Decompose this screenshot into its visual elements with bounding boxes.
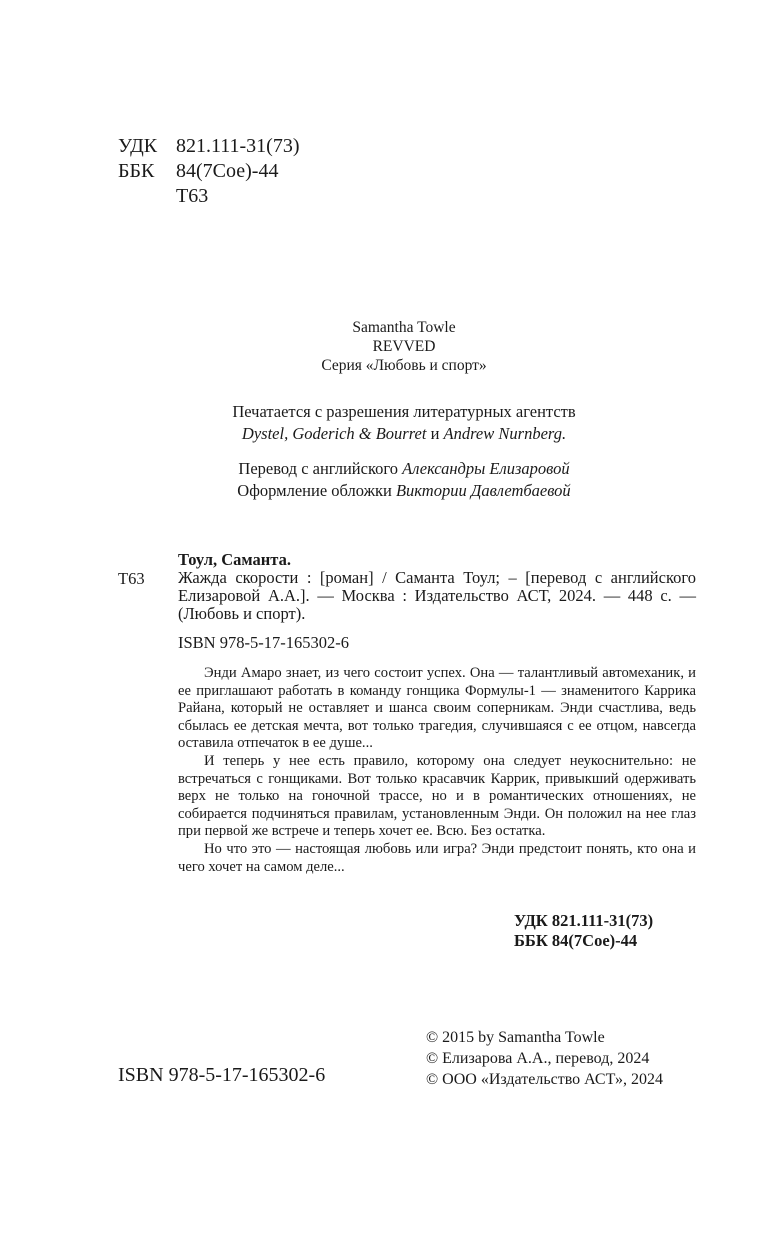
permission-line: Печатается с разрешения литературных агентств bbox=[232, 402, 576, 421]
catalog-author-mark: Т63 bbox=[118, 569, 145, 588]
annotation-paragraph: Но что это — настоящая любовь или игра? Энди предстоит понять, кто она и чего хочет на самом деле... bbox=[178, 840, 696, 875]
copyright-line: © 2015 by Samantha Towle bbox=[426, 1029, 605, 1046]
translation-prefix: Перевод с английского bbox=[238, 459, 398, 478]
isbn-bottom: ISBN 978-5-17-165302-6 bbox=[118, 1064, 326, 1086]
bbk-label: ББК bbox=[118, 160, 155, 182]
annotation-paragraph: Энди Амаро знает, из чего состоит успех. Она — талантливый автомеханик, и ее приглашают работать в команду гонщика Формулы-1 — знаменитого Каррика Райана, который не оставляет и шанса своим соперникам. Энди счастлива, ведь сбылась ее детская мечта, вот только трагедия, случившаяся с ее отцом, навсегда оставила отпечаток в ее душе... bbox=[178, 665, 696, 752]
catalog-record bbox=[178, 551, 696, 652]
original-title: REVVED bbox=[372, 338, 436, 355]
classification-codes-right bbox=[514, 911, 653, 951]
agencies-line bbox=[0, 423, 768, 445]
cover-prefix: Оформление обложки bbox=[237, 481, 392, 500]
translator-name: Александры Елизаровой bbox=[402, 459, 570, 478]
copyright-line: © ООО «Издательство АСТ», 2024 bbox=[426, 1071, 663, 1088]
original-edition bbox=[0, 318, 768, 375]
copyright-line: © Елизарова А.А., перевод, 2024 bbox=[426, 1050, 650, 1067]
cover-line bbox=[0, 480, 768, 502]
agency-2: Andrew Nurnberg. bbox=[443, 424, 567, 443]
translation-line bbox=[0, 458, 768, 480]
translation-block bbox=[0, 458, 768, 502]
catalog-description: Жажда скорости : [роман] / Саманта Тоул; – [перевод с английского Елизаровой А.А.]. — Москва : Издательство АСТ, 2024. — 448 с. — (Любовь и спорт). bbox=[178, 568, 696, 623]
classification-codes bbox=[118, 134, 300, 209]
udk-value: 821.111-31(73) bbox=[176, 135, 300, 157]
original-author: Samantha Towle bbox=[352, 319, 456, 336]
author-mark-row bbox=[118, 184, 300, 209]
catalog-author: Тоул, Саманта. bbox=[178, 550, 291, 569]
author-mark: Т63 bbox=[176, 185, 209, 207]
agency-1: Dystel, Goderich & Bourret bbox=[241, 424, 427, 443]
udk-label: УДК bbox=[118, 135, 158, 157]
series-name: Серия «Любовь и спорт» bbox=[321, 357, 487, 374]
catalog-isbn: ISBN 978-5-17-165302-6 bbox=[178, 633, 349, 652]
udk-row bbox=[118, 134, 300, 159]
bbk-row bbox=[118, 159, 300, 184]
bbk-value: 84(7Сое)-44 bbox=[176, 160, 279, 182]
agency-conj: и bbox=[430, 424, 440, 443]
permission-block bbox=[0, 401, 768, 445]
bbk-code-right: ББК 84(7Сое)-44 bbox=[514, 931, 638, 950]
copyright-block bbox=[426, 1027, 663, 1090]
cover-designer-name: Виктории Давлетбаевой bbox=[395, 481, 571, 500]
annotation-paragraph: И теперь у нее есть правило, которому она следует неукоснительно: не встречаться с гонщиками. Вот только красавчик Каррик, привыкший одерживать верх не только на гоночной трассе, но и в романтических отношениях, не собирается подчиняться правилам, установленным Энди. Он положил на нее глаз при первой же встрече и теперь хочет ее. Всю. Без остатка. bbox=[178, 752, 696, 840]
udk-code-right: УДК 821.111-31(73) bbox=[514, 911, 654, 930]
annotation bbox=[178, 665, 696, 876]
